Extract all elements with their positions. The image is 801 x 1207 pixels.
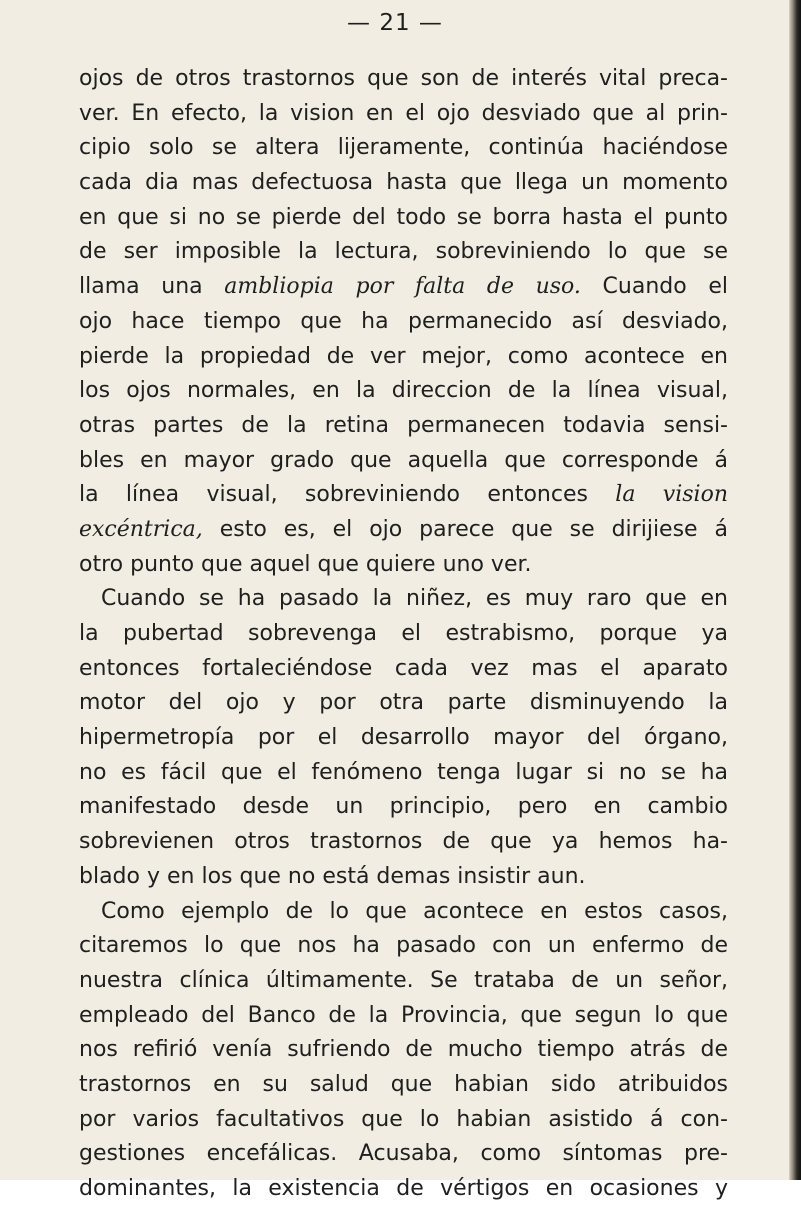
italic-term: excéntrica, (79, 516, 203, 542)
text-line: hipermetropía por el desarrollo mayor del órgano, (79, 725, 728, 751)
text-line: motor del ojo y por otra parte disminuyendo la (79, 690, 728, 716)
text-line: dominantes, la existencia de vértigos en ocasiones y (79, 1176, 728, 1201)
text-line: manifestado desde un principio, pero en cambio (79, 794, 728, 820)
text-line: blado y en los que no está demas insistir aun. (79, 863, 586, 889)
text-line: Como ejemplo de lo que acontece en estos casos, (101, 898, 728, 924)
text-line: ver. En efecto, la vision en el ojo desviado que al prin- (79, 100, 728, 126)
text-line: pierde la propiedad de ver mejor, como acontece en (79, 343, 728, 369)
text-line: de ser imposible la lectura, sobreviniendo lo que se (79, 239, 728, 265)
line-segment: esto es, el ojo parece que se dirijiese á (202, 516, 728, 542)
text-line: nos refirió venía sufriendo de mucho tiempo atrás de (79, 1037, 728, 1063)
text-line: cipio solo se altera lijeramente, continúa haciéndose (79, 135, 728, 161)
line-segment: la línea visual, sobreviniendo entonces (79, 482, 616, 508)
text-line: los ojos normales, en la direccion de la línea visual, (79, 378, 728, 404)
italic-term: la vision (615, 482, 728, 508)
text-line: citaremos lo que nos ha pasado con un enfermo de (79, 933, 728, 959)
text-line: la pubertad sobrevenga el estrabismo, porque ya (79, 621, 728, 646)
text-line (79, 513, 728, 548)
italic-term: ambliopia por falta de uso. (224, 274, 581, 300)
text-line: ojos de otros trastornos que son de interés vital preca- (79, 66, 728, 91)
page-number: — 21 — (347, 10, 443, 36)
line-segment: Cuando el (580, 274, 728, 300)
body-text (79, 62, 728, 1207)
text-line: en que si no se pierde del todo se borra hasta el punto (79, 204, 728, 230)
text-line: otro punto que aquel que quiere uno ver. (79, 551, 532, 577)
text-line: sobrevienen otros trastornos de que ya hemos ha- (79, 829, 728, 855)
text-line: no es fácil que el fenómeno tenga lugar si no se ha (79, 759, 728, 785)
line-segment: llama una (79, 274, 225, 300)
text-line: ojo hace tiempo que ha permanecido así desviado, (79, 308, 728, 334)
text-line: empleado del Banco de la Provincia, que segun lo que (79, 1002, 728, 1028)
text-line: nuestra clínica últimamente. Se trataba de un señor, (79, 967, 728, 993)
text-line: gestiones encefálicas. Acusaba, como síntomas pre- (79, 1141, 728, 1167)
text-line: bles en mayor grado que aquella que corresponde á (79, 447, 728, 473)
text-line: trastornos en su salud que habian sido atribuidos (79, 1071, 728, 1097)
text-line: cada dia mas defectuosa hasta que llega un momento (79, 170, 728, 196)
page-edge-shadow (789, 0, 801, 1180)
text-line: por varios facultativos que lo habian asistido á con- (79, 1106, 728, 1132)
text-line: Cuando se ha pasado la niñez, es muy raro que en (101, 586, 728, 612)
text-line (79, 270, 728, 305)
text-line: otras partes de la retina permanecen todavia sensi- (79, 412, 728, 438)
text-line (79, 478, 728, 513)
text-line: entonces fortaleciéndose cada vez mas el aparato (79, 655, 728, 681)
